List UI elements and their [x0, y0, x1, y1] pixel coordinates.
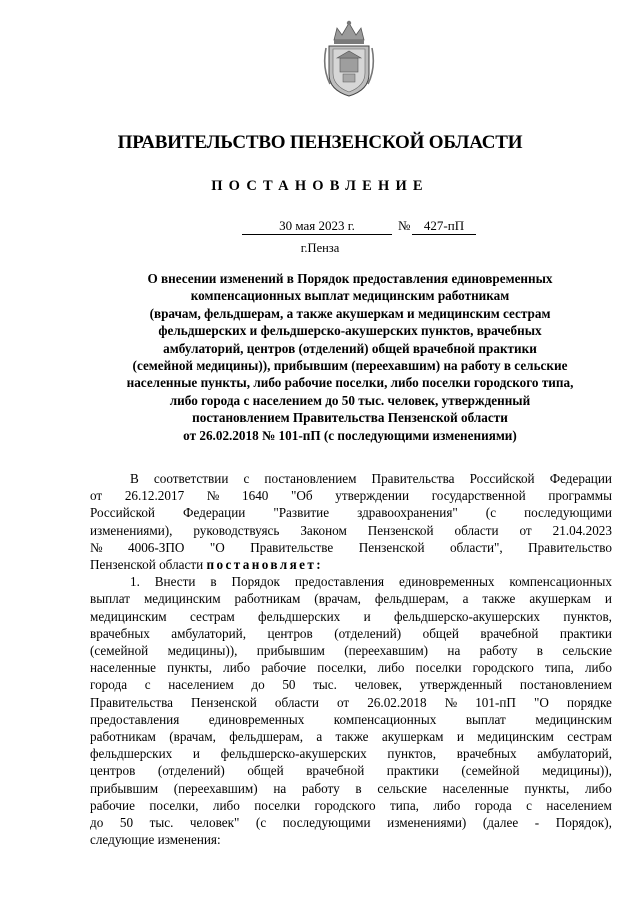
word: врачебной: [306, 763, 365, 779]
word: 1.: [130, 574, 140, 590]
body-line: [90, 556, 612, 573]
word: (с: [485, 505, 497, 521]
word: и: [192, 746, 200, 762]
word: а: [462, 591, 469, 607]
word: Российской: [469, 471, 535, 486]
word: общей: [422, 625, 459, 641]
word: также: [482, 591, 516, 607]
title-line: (семейной медицины)), прибывшим (переехавшим) на работу в сельские: [132, 358, 568, 374]
word: 50: [282, 677, 296, 693]
word: последующими: [282, 815, 371, 831]
word: компенсационных: [509, 574, 612, 590]
word: человек": [189, 815, 240, 831]
word: медицинским: [143, 591, 221, 607]
word: 26.12.2017: [124, 488, 185, 504]
word: (врачам,: [169, 729, 216, 745]
word: предоставления: [294, 574, 385, 590]
word: населением: [168, 677, 234, 693]
title-line: населенные пункты, либо рабочие поселки, либо поселки городского типа,: [126, 375, 574, 391]
word: медицины)),: [542, 763, 612, 779]
word: сестрам: [567, 729, 612, 745]
word: населенные: [90, 660, 157, 676]
word: на: [447, 643, 461, 659]
word: работу: [479, 643, 518, 659]
body-line: [90, 745, 612, 762]
word: от: [90, 488, 103, 504]
word: Пензенской: [367, 522, 434, 538]
word: пункты,: [167, 660, 213, 676]
title-line: фельдшерских и фельдшерско-акушерских пунктов, врачебных: [158, 323, 542, 339]
word: 1640: [242, 488, 269, 504]
word: области: [274, 694, 319, 710]
word: "Развитие: [273, 505, 330, 521]
number-sign: №: [398, 218, 411, 233]
body-line: [90, 797, 612, 814]
word: (семейной: [461, 763, 520, 779]
word: поселки: [415, 660, 462, 676]
word: медицинским: [90, 608, 167, 624]
word: Порядок),: [555, 815, 612, 831]
word: медицинским: [477, 729, 554, 745]
word: (семейной: [90, 643, 149, 659]
word: центров: [90, 763, 136, 779]
word: "Об: [291, 488, 313, 504]
word: Федерации: [549, 471, 612, 486]
word: практики: [559, 625, 612, 641]
word: амбулаторий,: [537, 746, 612, 762]
word: государственной: [431, 488, 526, 504]
word: утверждении: [335, 488, 410, 504]
word: Пензенской: [191, 694, 257, 710]
word: до: [90, 815, 104, 831]
word: медицины)),: [167, 643, 238, 659]
word: "О: [534, 694, 549, 710]
word: соответствии: [153, 471, 229, 486]
word: либо: [223, 660, 251, 676]
title-line: амбулаторий, центров (отделений) общей врачебной практики: [163, 340, 537, 356]
word: Федерации: [183, 505, 246, 521]
word: сельские: [562, 643, 612, 659]
body-line: [90, 694, 612, 711]
body-line: [90, 522, 612, 539]
word: 26.02.2018: [367, 694, 427, 710]
word: либо: [433, 797, 461, 813]
coat-of-arms-icon: [322, 18, 376, 98]
word: также: [335, 729, 369, 745]
body-line: [90, 831, 612, 848]
word: утвержденный: [419, 677, 503, 693]
body-line-text: Пензенской области: [90, 557, 204, 573]
word: работу: [301, 780, 340, 796]
word: (врачам,: [314, 591, 361, 607]
word: "О: [209, 539, 225, 555]
word: Правительства: [371, 471, 455, 486]
body-line: [90, 814, 612, 831]
word: в: [355, 780, 362, 796]
body-line: [90, 711, 612, 728]
word: населенные: [442, 780, 509, 796]
word: постановлением: [264, 471, 357, 486]
word: в: [210, 574, 217, 590]
word: области",: [449, 539, 503, 555]
word: либо: [212, 797, 240, 813]
word: единовременных: [208, 711, 305, 727]
word: сестрам: [189, 608, 235, 624]
word: В: [130, 471, 139, 486]
word: №: [444, 694, 458, 710]
word: последующими: [524, 505, 612, 521]
body-line: [90, 608, 612, 625]
word: здравоохранения": [357, 505, 458, 521]
word: 50: [119, 815, 134, 831]
word: единовременных: [398, 574, 495, 590]
word: на: [273, 780, 287, 796]
word: пунктов,: [387, 746, 437, 762]
word: пункты,: [524, 780, 570, 796]
document-date: 30 мая 2023 г.: [242, 218, 392, 235]
word: врачебных: [456, 746, 517, 762]
word: центров: [267, 625, 313, 641]
word: тыс.: [313, 677, 337, 693]
body-line: [90, 676, 612, 693]
word: медицинским: [535, 711, 612, 727]
word: порядке: [566, 694, 612, 710]
word: фельдшерам,: [229, 729, 304, 745]
body-line: [90, 625, 612, 642]
word: Правительстве: [250, 539, 334, 555]
word: общей: [247, 763, 284, 779]
document-type: ПОСТАНОВЛЕНИЕ: [211, 178, 429, 194]
word: работникам: [90, 729, 156, 745]
word: от: [336, 694, 350, 710]
title-line: постановлением Правительства Пензенской области: [192, 410, 508, 426]
word: прибывшим: [256, 643, 325, 659]
decree-verb: постановляет:: [206, 557, 324, 573]
word: прибывшим: [90, 780, 159, 796]
body-line: [90, 487, 612, 504]
body-line: [90, 539, 612, 556]
word: программы: [548, 488, 612, 504]
title-line: (врачам, фельдшерам, а также акушеркам и медицинским сестрам: [149, 305, 551, 321]
word: Внести: [154, 574, 196, 590]
word: врачебной: [480, 625, 539, 641]
word: Пензенской: [358, 539, 425, 555]
word: Правительства: [90, 694, 173, 710]
word: амбулаторий,: [171, 625, 246, 641]
word: и: [456, 729, 464, 745]
word: 101-пП: [475, 694, 516, 710]
word: выплат: [90, 591, 131, 607]
word: Правительство: [528, 539, 612, 555]
word: и: [363, 608, 371, 624]
word: фельдшерам,: [374, 591, 449, 607]
word: городского: [472, 660, 534, 676]
word: либо: [584, 780, 612, 796]
word: врачебных: [90, 625, 150, 641]
word: изменениями),: [90, 522, 173, 538]
word: постановлением: [519, 677, 612, 693]
word: Порядок: [231, 574, 280, 590]
word: поселки,: [317, 660, 367, 676]
word: с: [144, 677, 151, 693]
title-line: компенсационных выплат медицинским работникам: [190, 288, 510, 304]
word: в: [536, 643, 543, 659]
city: г.Пенза: [300, 241, 340, 255]
title-line: от 26.02.2018 № 101-пП (с последующими изменениями): [183, 427, 517, 443]
word: (переехавшим): [344, 643, 429, 659]
word: фельдшерских: [258, 608, 341, 624]
body-line: [90, 504, 612, 521]
word: населением: [546, 797, 612, 813]
word: компенсационных: [333, 711, 437, 727]
body-line: [90, 728, 612, 745]
body-line: [90, 762, 612, 779]
word: (отделений): [334, 625, 402, 641]
word: 4006-ЗПО: [128, 539, 185, 555]
word: рабочие: [90, 797, 135, 813]
word: с: [243, 471, 250, 486]
word: типа,: [544, 660, 574, 676]
resolution-body: [90, 470, 612, 848]
word: -: [534, 815, 540, 831]
word: фельдшерско-акушерских: [393, 608, 541, 624]
word: практики: [386, 763, 439, 779]
word: (с: [255, 815, 267, 831]
word: (отделений): [157, 763, 225, 779]
body-line: [90, 780, 612, 797]
word: фельдшерско-акушерских: [220, 746, 367, 762]
word: либо: [377, 660, 405, 676]
title-line: либо города с населением до 50 тыс. человек, утвержденный: [169, 392, 531, 408]
word: выплат: [465, 711, 506, 727]
word: (далее: [482, 815, 519, 831]
word: с: [526, 797, 532, 813]
word: города: [90, 677, 128, 693]
body-line: [90, 470, 612, 487]
word: №: [206, 488, 220, 504]
word: а: [316, 729, 323, 745]
word: фельдшерских: [90, 746, 173, 762]
word: Российской: [90, 505, 155, 521]
body-line: [90, 659, 612, 676]
body-line: [90, 590, 612, 607]
word: Законом: [300, 522, 347, 538]
government-title: ПРАВИТЕЛЬСТВО ПЕНЗЕНСКОЙ ОБЛАСТИ: [117, 132, 523, 153]
word: рабочие: [261, 660, 307, 676]
body-line: [90, 642, 612, 659]
body-line-text: следующие изменения:: [90, 832, 221, 848]
word: сельские: [377, 780, 427, 796]
word: тыс.: [149, 815, 174, 831]
word: поселки,: [149, 797, 199, 813]
word: изменениями): [387, 815, 467, 831]
word: (переехавшим): [173, 780, 258, 796]
word: акушеркам: [381, 729, 444, 745]
body-line: [90, 573, 612, 590]
word: города: [474, 797, 512, 813]
word: пунктов,: [563, 608, 612, 624]
word: до: [251, 677, 265, 693]
word: предоставления: [90, 711, 180, 727]
word: от: [519, 522, 532, 538]
word: области: [454, 522, 499, 538]
word: акушеркам: [529, 591, 591, 607]
word: работникам: [234, 591, 301, 607]
resolution-title: [90, 270, 610, 444]
word: типа,: [389, 797, 419, 813]
word: поселки: [254, 797, 301, 813]
word: №: [90, 539, 103, 555]
word: городского: [314, 797, 376, 813]
document-number: 427-пП: [412, 218, 476, 235]
word: 21.04.2023: [552, 522, 612, 538]
word: руководствуясь: [193, 522, 280, 538]
title-line: О внесении изменений в Порядок предоставления единовременных: [147, 271, 553, 286]
word: человек,: [354, 677, 402, 693]
word: либо: [584, 660, 612, 676]
word: и: [604, 591, 612, 607]
